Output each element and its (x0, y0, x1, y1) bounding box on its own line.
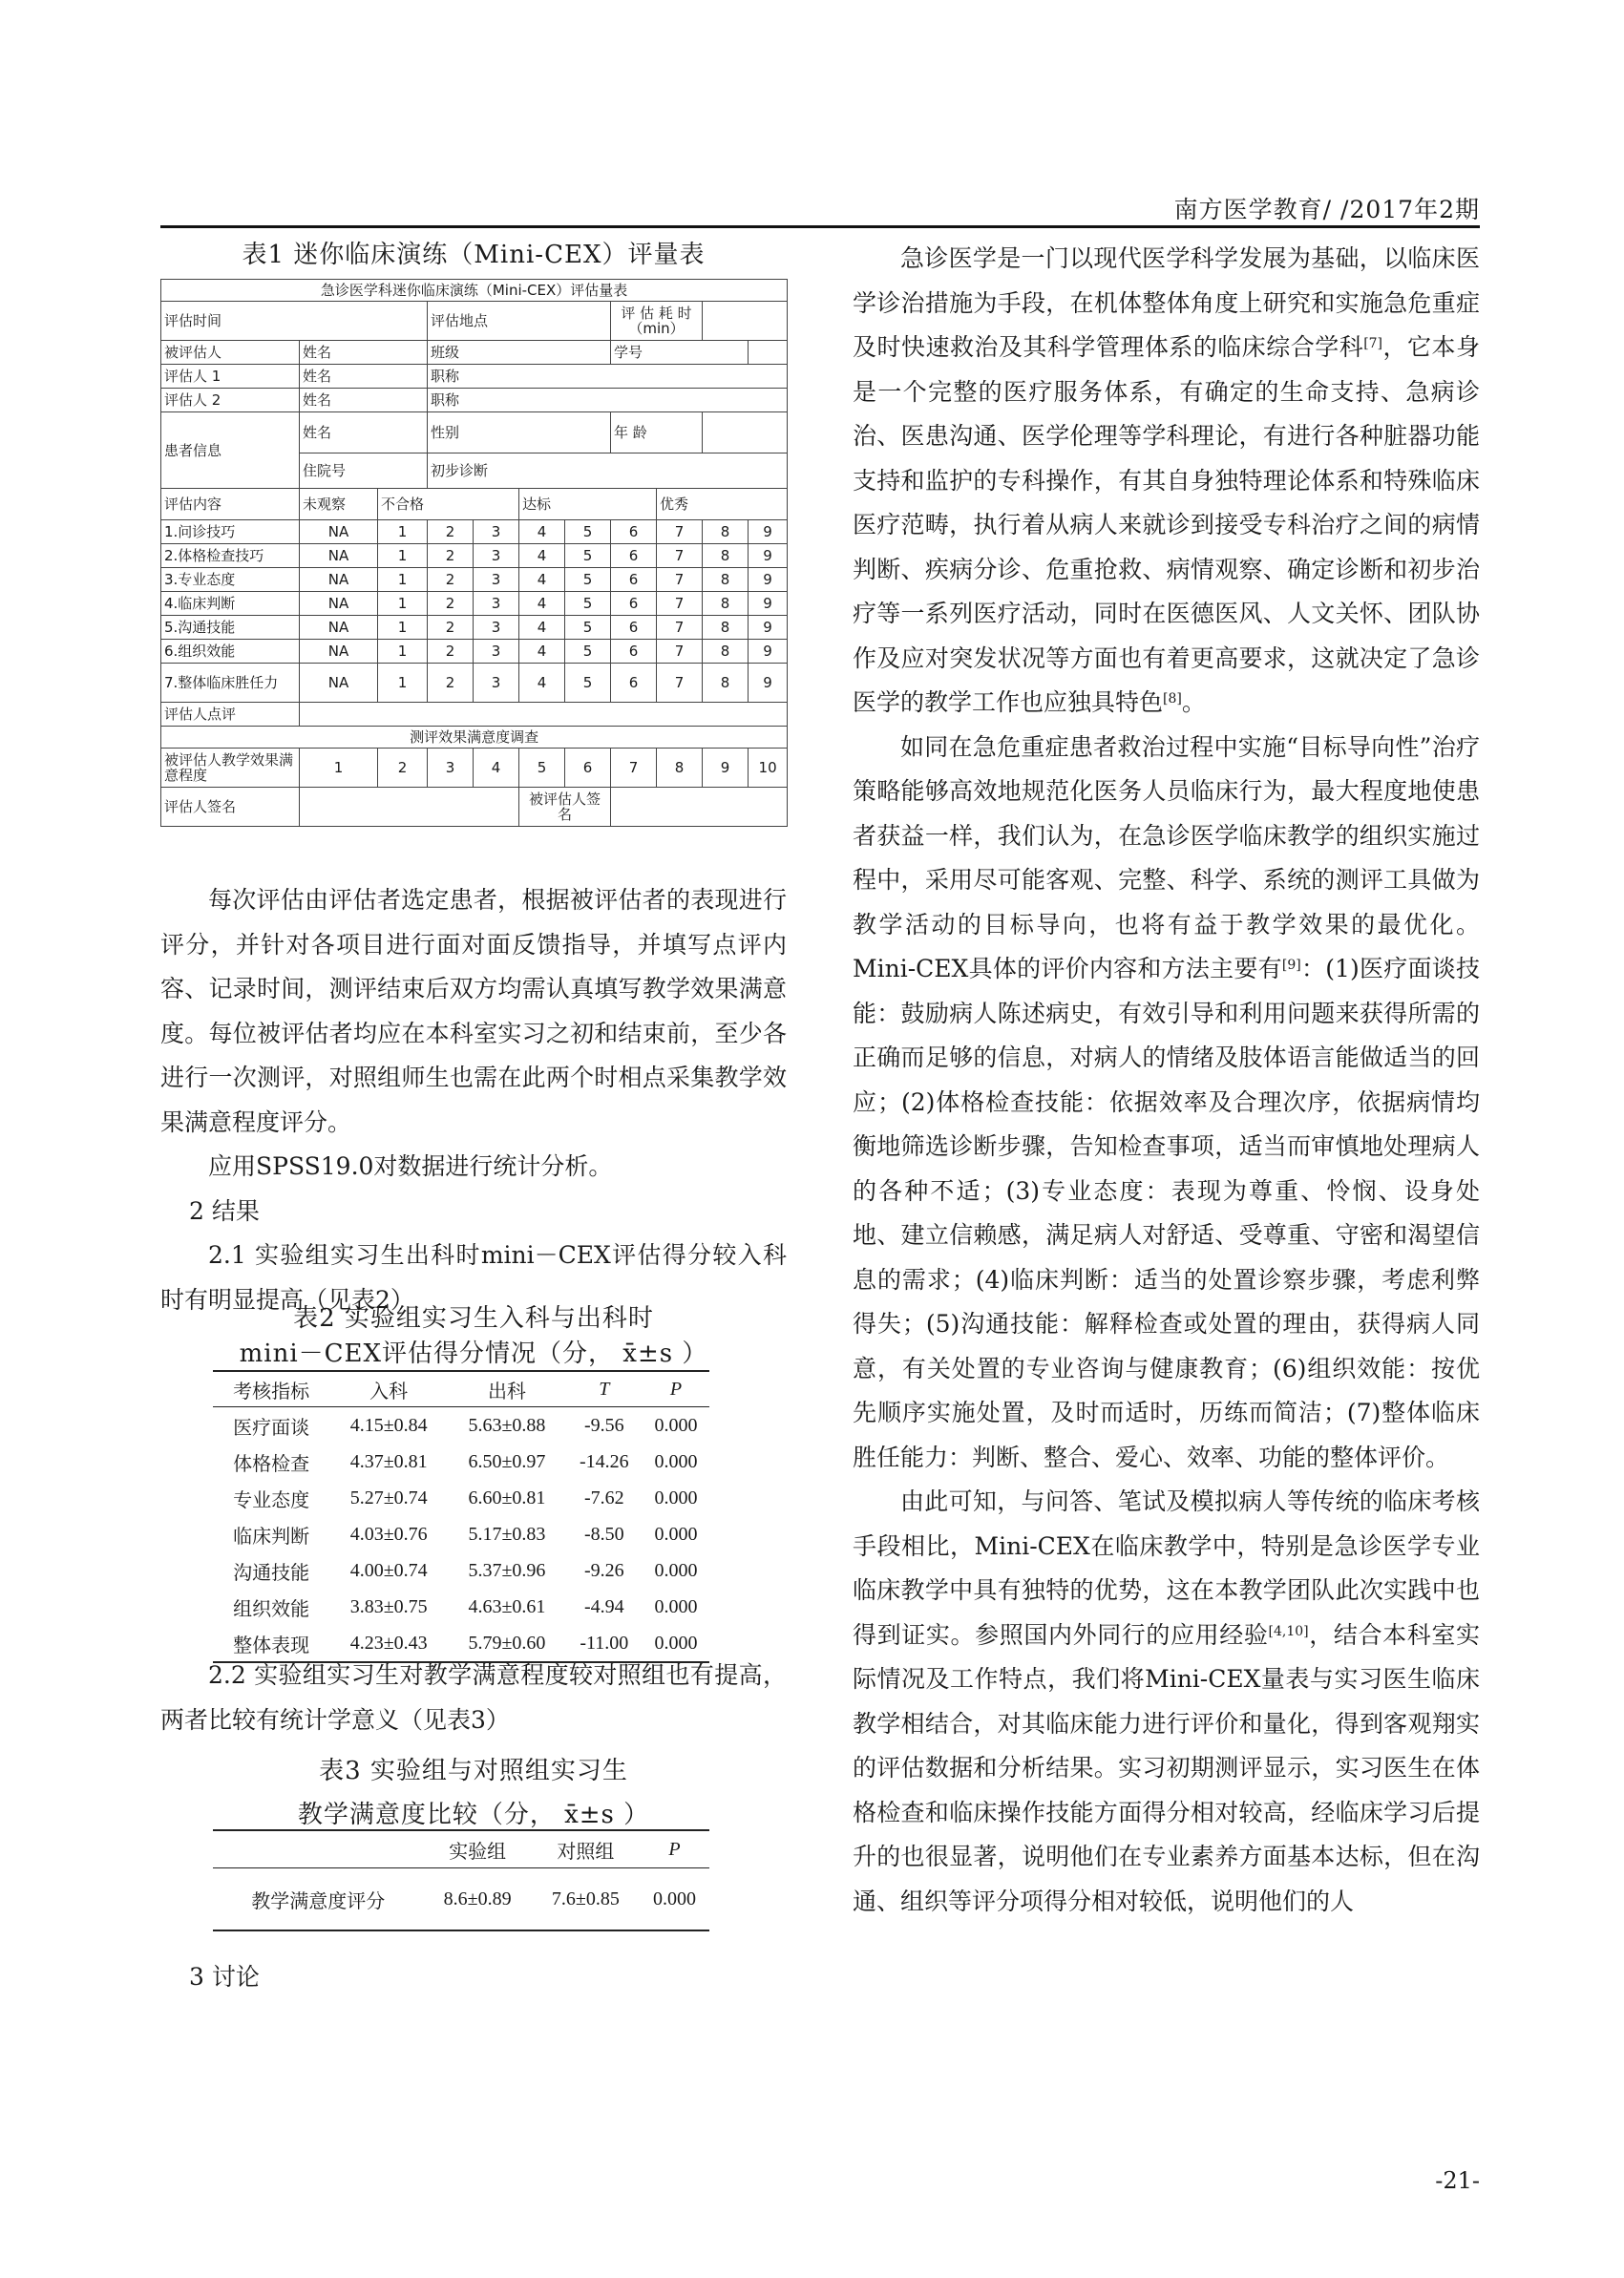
score-item-label: 5.沟通技能 (161, 616, 300, 640)
section-2-1-heading: 2.1 实验组实习生出科时mini－CEX评估得分较入科时有明显提高（见表2） (160, 1241, 787, 1314)
section-2-heading: 2 结果 (189, 1196, 260, 1225)
table2-cell: 0.000 (654, 1450, 698, 1472)
table2-cell: 6.50±0.97 (468, 1450, 546, 1472)
table2-row (213, 1516, 709, 1552)
score-cell: 5 (565, 616, 611, 640)
score-item-label: 6.组织效能 (161, 640, 300, 664)
table2-cell: 4.63±0.61 (468, 1595, 546, 1617)
satisfaction-score-cell: 8 (657, 749, 703, 788)
satisfaction-label: 被评估人教学效果满意程度 (161, 749, 300, 788)
eval-duration-label: 评 估 耗 时 （min） (611, 302, 703, 341)
comment-label: 评估人点评 (161, 703, 300, 727)
score-row (161, 544, 788, 568)
table1-title: 急诊医学科迷你临床演练（Mini-CEX）评估量表 (161, 280, 788, 302)
table2-cell: 4.23±0.43 (329, 1625, 448, 1662)
score-cell: 9 (749, 592, 788, 616)
table2-cell: 3.83±0.75 (349, 1595, 428, 1617)
score-cell: 3 (474, 544, 519, 568)
score-cell: 6 (611, 544, 657, 568)
score-cell: 3 (474, 520, 519, 544)
table2-cell: -11.00 (566, 1625, 643, 1662)
table2-cell: 0.000 (654, 1559, 698, 1581)
score-cell: 6 (611, 664, 657, 703)
score-cell: 9 (749, 520, 788, 544)
satisfaction-score-cell: 7 (611, 749, 657, 788)
table2-row (213, 1480, 709, 1516)
score-cell: 4 (519, 568, 565, 592)
score-cell: NA (300, 616, 378, 640)
score-cell: 8 (703, 568, 749, 592)
table2-cell: 沟通技能 (233, 1562, 310, 1584)
eval-time-label: 评估时间 (161, 302, 428, 341)
evaluator-sign-label: 评估人签名 (161, 788, 300, 827)
table2-cell: 5.17±0.83 (468, 1523, 546, 1545)
evaluator2-label: 评估人 2 (161, 389, 300, 412)
score-cell: NA (300, 640, 378, 664)
table2-cell: 5.63±0.88 (468, 1414, 546, 1436)
score-cell: 6 (611, 592, 657, 616)
score-cell: 5 (565, 664, 611, 703)
table2-cell: -4.94 (584, 1595, 624, 1617)
score-cell: NA (300, 568, 378, 592)
score-cell: 9 (749, 616, 788, 640)
score-cell: 8 (703, 592, 749, 616)
table3-cell: 教学满意度评分 (213, 1868, 423, 1931)
score-row (161, 616, 788, 640)
score-item-label: 3.专业态度 (161, 568, 300, 592)
score-row (161, 592, 788, 616)
table2-cell: 体格检查 (233, 1453, 310, 1475)
satisfaction-score-cell: 3 (428, 749, 474, 788)
table2-cell: 5.37±0.96 (468, 1559, 546, 1581)
score-cell: NA (300, 520, 378, 544)
satisfaction-score-cell: 1 (300, 749, 378, 788)
right-paragraph-1: 急诊医学是一门以现代医学科学发展为基础，以临床医学诊治措施为手段，在机体整体角度上研究和实施急危重症及时快速救治及其科学管理体系的临床综合学科[7]，它本身是一个完整的医疗服务体系，有确定的生命支持、急病诊治、医患沟通、医学伦理等学科理论，有进行各种脏器功能支持和监护的专科操作，有其自身独特理论体系和特殊临床医疗范畴，执行着从病人来就诊到接受专科治疗之间的病情判断、疾病分诊、危重抢救、病情观察、确定诊断和初步治疗等一系列医疗活动，同时在医德医风、人文关怀、团队协作及应对突发状况等方面也有着更高要求，这就决定了急诊医学的教学工作也应独具特色[8]。 (853, 244, 1480, 716)
student-sign-label: 被评估人签名 (519, 788, 611, 827)
score-row (161, 664, 788, 703)
score-cell: 3 (474, 640, 519, 664)
score-cell: 5 (565, 544, 611, 568)
score-cell: 8 (703, 616, 749, 640)
score-cell: 4 (519, 592, 565, 616)
score-cell: 9 (749, 640, 788, 664)
satisfaction-score-cell: 2 (378, 749, 428, 788)
journal-header: 南方医学教育/ /2017年2期 (1173, 196, 1480, 223)
table2-header: 出科 (448, 1371, 566, 1407)
score-cell: 4 (519, 616, 565, 640)
table2-cell: 4.15±0.84 (349, 1414, 428, 1436)
score-cell: 4 (519, 664, 565, 703)
score-cell: 6 (611, 520, 657, 544)
score-item-label: 1.问诊技巧 (161, 520, 300, 544)
table2-cell: 医疗面谈 (233, 1417, 310, 1439)
score-cell: 4 (519, 640, 565, 664)
score-cell: 1 (378, 568, 428, 592)
left-column (160, 878, 787, 1322)
satisfaction-score-cell: 5 (519, 749, 565, 788)
table3-cell: 7.6±0.85 (532, 1868, 640, 1931)
table2-row (213, 1552, 709, 1589)
score-cell: 6 (611, 616, 657, 640)
evaluator1-label: 评估人 1 (161, 365, 300, 389)
score-cell: 1 (378, 544, 428, 568)
satisfaction-score-cell: 9 (703, 749, 749, 788)
score-cell: 4 (519, 520, 565, 544)
satisfaction-score-cell: 4 (474, 749, 519, 788)
score-cell: 9 (749, 568, 788, 592)
table2-cell: 0.000 (654, 1487, 698, 1508)
table2-cell: 临床判断 (233, 1526, 310, 1548)
score-cell: 2 (428, 592, 474, 616)
score-cell: 5 (565, 520, 611, 544)
score-cell: 2 (428, 544, 474, 568)
table2-row (213, 1407, 709, 1445)
table2-header: 考核指标 (213, 1371, 329, 1407)
score-cell: 7 (657, 616, 703, 640)
table3-cell: 0.000 (640, 1868, 709, 1931)
table2-cell: 5.79±0.60 (448, 1625, 566, 1662)
table2-row (213, 1444, 709, 1480)
score-cell: 1 (378, 592, 428, 616)
table2-cell: 4.03±0.76 (349, 1523, 428, 1545)
score-cell: 7 (657, 640, 703, 664)
score-cell: 8 (703, 664, 749, 703)
table2-cell: -14.26 (580, 1450, 629, 1472)
ref-4-10[interactable]: [4,10] (1268, 1623, 1309, 1639)
table2-cell: 0.000 (643, 1625, 709, 1662)
right-paragraph-2: 如同在急危重症患者救治过程中实施“目标导向性”治疗策略能够高效地规范化医务人员临床行为，最大程度地使患者获益一样，我们认为，在急诊医学临床教学的组织实施过程中，采用尽可能客观、完整、科学、系统的测评工具做为教学活动的目标导向，也将有益于教学效果的最优化。Mini-CEX具体的评价内容和方法主要有[9]：(1)医疗面谈技能：鼓励病人陈述病史，有效引导和利用问题来获得所需的正确而足够的信息，对病人的情绪及肢体语言能做适当的回应；(2)体格检查技能：依据效率及合理次序，依据病情均衡地筛选诊断步骤，告知检查事项，适当而审慎地处理病人的各种不适；(3)专业态度：表现为尊重、怜悯、设身处地、建立信赖感，满足病人对舒适、受尊重、守密和渴望信息的需求；(4)临床判断：适当的处置诊察步骤，考虑利弊得失；(5)沟通技能：解释检查或处置的理由，获得病人同意，有关处置的专业咨询与健康教育；(6)组织效能：按优先顺序实施处置，及时而适时，历练而简洁；(7)整体临床胜任能力：判断、整合、爱心、效率、功能的整体评价。 (853, 732, 1480, 1471)
satisfaction-score-cell: 6 (565, 749, 611, 788)
score-cell: 6 (611, 640, 657, 664)
score-cell: 2 (428, 520, 474, 544)
mini-cex-form-table: 急诊医学科迷你临床演练（Mini-CEX）评估量表 评估时间 评估地点 评 估 耗 时 （min） 被评估人 姓名 班级 学号 评估人 1 姓名 职称 评估人 2 姓名 职称 患者信息 姓名 性别 年 龄 住院号 初步诊断 评估内容 未观察 不合格 达标 优秀 1.问诊技巧 NA 1 2 3 4 5 6 7 8 9 2.体格检查技巧 NA 1 2 3 4 5 6 7 8 9 3.专业态度 NA 1 2 3 4 5 6 7 8 9 4.临床判断 NA 1 2 3 4 5 6 7 8 9 5.沟通技能 NA 1 2 3 4 5 6 7 8 9 6.组织效能 NA 1 2 3 4 5 6 7 8 9 7.整体临床胜任力 NA 1 2 3 4 5 6 7 8 9 评估人点评 测评效果满意度调查 被评估人教学效果满意程度 1 2 3 4 5 6 7 8 9 10 评估人签名 被评估人签名 (160, 279, 788, 827)
score-item-label: 4.临床判断 (161, 592, 300, 616)
score-cell: 3 (474, 616, 519, 640)
table3-header: P (640, 1830, 709, 1868)
survey-title: 测评效果满意度调查 (161, 727, 788, 749)
table3-header: 对照组 (532, 1830, 640, 1868)
table2-cell: 5.27±0.74 (349, 1487, 428, 1508)
right-paragraph-3: 由此可知，与问答、笔试及模拟病人等传统的临床考核手段相比，Mini-CEX在临床教学中，特别是急诊医学专业临床教学中具有独特的优势，这在本教学团队此次实践中也得到证实。参照国内外同行的应用经验[4,10]，结合本科室实际情况及工作特点，我们将Mini-CEX量表与实习医生临床教学相结合，对其临床能力进行评价和量化，得到客观翔实的评估数据和分析结果。实习初期测评显示，实习医生在体格检查和临床操作技能方面得分相对较高，经临床学习后提升的也很显著，说明他们在专业素养方面基本达标，但在沟通、组织等评分项得分相对较低，说明他们的人 (853, 1487, 1480, 1915)
table2-cell: 4.00±0.74 (349, 1559, 428, 1581)
score-cell: 6 (611, 568, 657, 592)
score-cell: 7 (657, 520, 703, 544)
table1-caption: 表1 迷你临床演练（Mini-CEX）评量表 (242, 241, 706, 269)
table2-cell: -9.56 (584, 1414, 624, 1436)
right-column (853, 237, 1480, 1924)
table2-caption: 表2 实验组实习生入科与出科时 mini－CEX评估得分情况（分， x̄±s ） (239, 1304, 708, 1368)
score-row (161, 520, 788, 544)
score-cell: 9 (749, 664, 788, 703)
table2 (213, 1370, 709, 1663)
scale-head-content: 评估内容 (161, 489, 300, 520)
header-rule (160, 225, 1480, 228)
score-cell: NA (300, 592, 378, 616)
patient-info-label: 患者信息 (161, 412, 300, 489)
score-cell: 1 (378, 520, 428, 544)
table2-header: T (566, 1371, 643, 1407)
score-cell: 3 (474, 568, 519, 592)
score-cell: 5 (565, 568, 611, 592)
table2-header: 入科 (329, 1371, 448, 1407)
table2-cell: -9.26 (584, 1559, 624, 1581)
score-cell: 8 (703, 520, 749, 544)
score-cell: NA (300, 664, 378, 703)
score-cell: 7 (657, 568, 703, 592)
score-cell: 8 (703, 544, 749, 568)
table3-cell: 8.6±0.89 (423, 1868, 531, 1931)
score-cell: 4 (519, 544, 565, 568)
table2-cell: -7.62 (584, 1487, 624, 1508)
section-2-2 (160, 1654, 787, 1742)
section-2-2-heading: 2.2 实验组实习生对教学满意程度较对照组也有提高，两者比较有统计学意义（见表3） (160, 1661, 787, 1734)
score-item-label: 2.体格检查技巧 (161, 544, 300, 568)
table2-cell: 0.000 (654, 1523, 698, 1545)
left-paragraph-1: 每次评估由评估者选定患者，根据被评估者的表现进行评分，并针对各项目进行面对面反馈指导，并填写点评内容、记录时间，测评结束后双方均需认真填写教学效果满意度。每位被评估者均应在本科室实习之初和结束前，至少各进行一次测评，对照组师生也需在此两个时相点采集教学效果满意程度评分。 (160, 886, 787, 1136)
score-cell: 7 (657, 664, 703, 703)
page-number: -21- (1435, 2167, 1480, 2194)
score-cell: 5 (565, 592, 611, 616)
eval-place-label: 评估地点 (428, 302, 611, 341)
table2-cell: 6.60±0.81 (468, 1487, 546, 1508)
score-cell: 1 (378, 616, 428, 640)
student-label: 被评估人 (161, 341, 300, 365)
score-cell: 5 (565, 640, 611, 664)
table2-cell: 0.000 (654, 1595, 698, 1617)
ref-8[interactable]: [8] (1163, 691, 1182, 707)
score-cell: 3 (474, 592, 519, 616)
table2-cell: 整体表现 (213, 1625, 329, 1662)
score-cell: 9 (749, 544, 788, 568)
score-cell: 2 (428, 640, 474, 664)
table2-cell: -8.50 (584, 1523, 624, 1545)
table3 (213, 1829, 709, 1931)
table3-header (213, 1830, 423, 1868)
score-item-label: 7.整体临床胜任力 (161, 664, 300, 703)
left-paragraph-2: 应用SPSS19.0对数据进行统计分析。 (208, 1152, 613, 1180)
score-cell: 7 (657, 592, 703, 616)
section-3 (160, 1955, 787, 2000)
score-cell: NA (300, 544, 378, 568)
table3-row (213, 1868, 709, 1931)
table3-caption: 表3 实验组与对照组实习生 教学满意度比较（分， x̄±s ） (297, 1757, 650, 1829)
score-cell: 2 (428, 616, 474, 640)
satisfaction-score-cell: 10 (749, 749, 788, 788)
table2-cell: 专业态度 (233, 1489, 310, 1511)
ref-7[interactable]: [7] (1363, 336, 1383, 351)
score-cell: 7 (657, 544, 703, 568)
score-cell: 2 (428, 664, 474, 703)
score-row (161, 640, 788, 664)
table2-row (213, 1589, 709, 1625)
section-3-heading: 3 讨论 (189, 1963, 260, 1991)
score-row (161, 568, 788, 592)
score-cell: 8 (703, 640, 749, 664)
ref-9[interactable]: [9] (1281, 958, 1301, 973)
score-cell: 1 (378, 640, 428, 664)
table2-cell: 组织效能 (233, 1598, 310, 1620)
table2-cell: 4.37±0.81 (349, 1450, 428, 1472)
table2-header: P (643, 1371, 709, 1407)
table2-cell: 0.000 (654, 1414, 698, 1436)
table3-header: 实验组 (423, 1830, 531, 1868)
score-cell: 1 (378, 664, 428, 703)
score-cell: 3 (474, 664, 519, 703)
score-cell: 2 (428, 568, 474, 592)
